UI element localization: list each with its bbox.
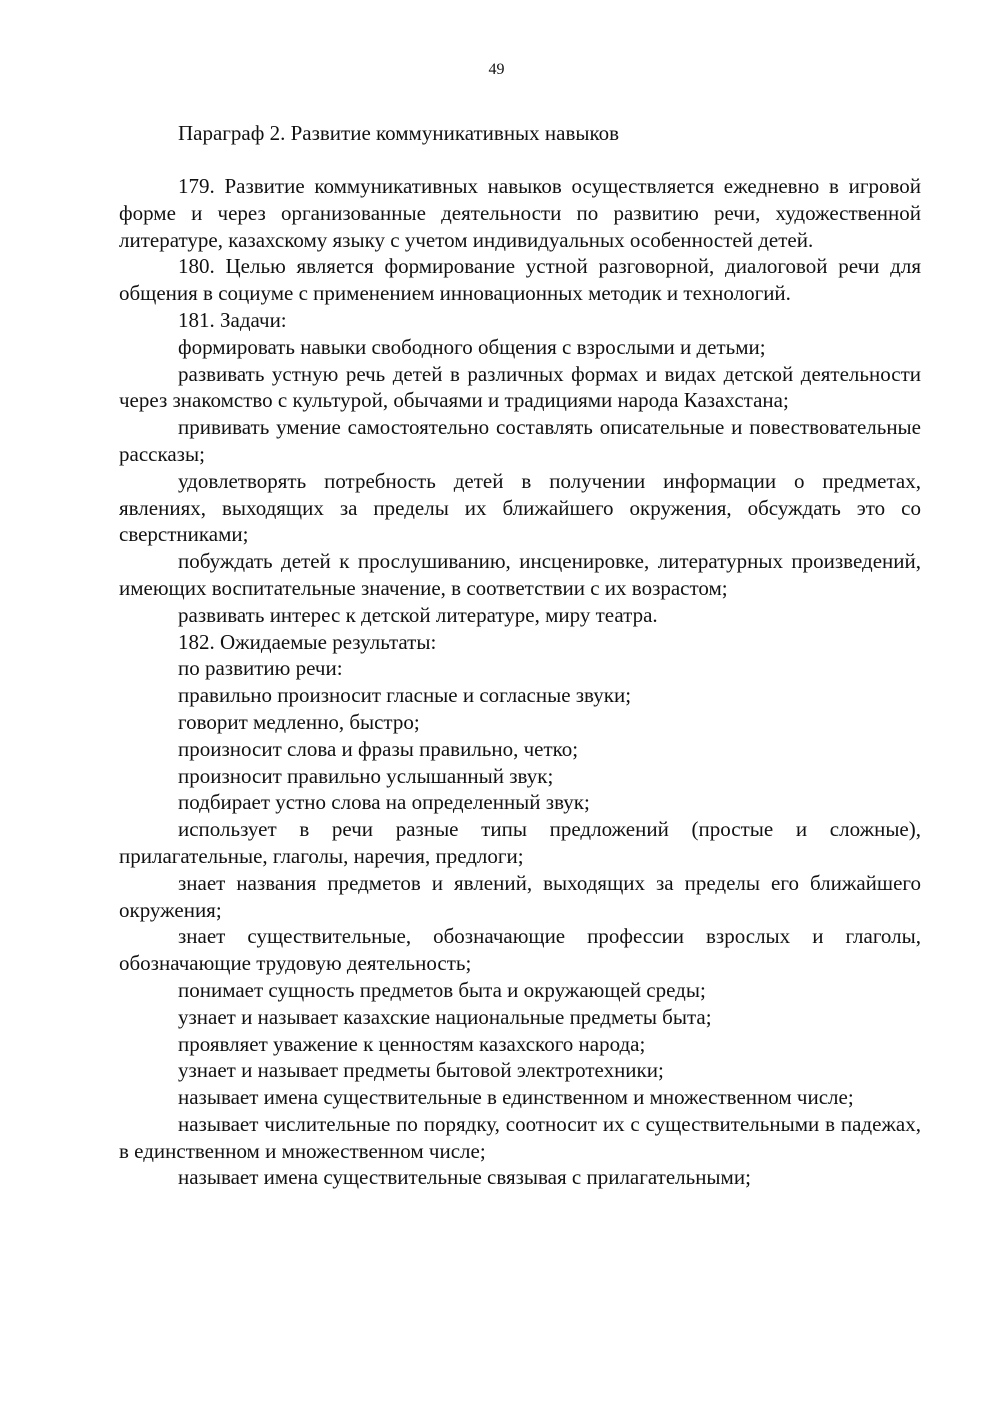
result-item: узнает и называет казахские национальные предметы быта; [178,1004,712,1029]
result-item: называет числительные по порядку, соотносит их с существительными в падежах, в единственном и множественном числе; [119,1111,921,1163]
result-item: подбирает устно слова на определенный звук; [178,790,590,815]
result-item: называет имена существительные в единственном и множественном числе; [178,1085,854,1110]
paragraph-181-tasks-heading: 181. Задачи: [178,307,287,332]
paragraph-179-intro: 179. Развитие коммуникативных навыков осуществляется ежедневно в игровой форме и через организованные деятельности по развитию речи, художественной литературе, казахскому языку с учетом индивидуальных особенностей детей. [119,174,921,252]
result-item: использует в речи разные типы предложений (простые и сложные), прилагательные, глаголы, наречия, предлоги; [119,817,921,868]
task-item: прививать умение самостоятельно составлять описательные и повествовательные рассказы; [119,415,921,466]
result-item: произносит правильно услышанный звук; [178,763,554,788]
result-item: узнает и называет предметы бытовой электротехники; [178,1058,664,1083]
result-item: правильно произносит гласные и согласные звуки; [178,683,632,708]
task-item: формировать навыки свободного общения с взрослыми и детьми; [178,334,766,359]
result-item: знает существительные, обозначающие профессии взрослых и глаголы, обозначающие трудовую деятельность; [119,924,921,976]
result-item: говорит медленно, быстро; [178,709,420,734]
task-item: побуждать детей к прослушиванию, инсценировке, литературных произведений, имеющих воспитательные значение, в соответствии с их возрастом; [119,549,921,600]
result-item: произносит слова и фразы правильно, четко; [178,736,579,761]
task-item: развивать устную речь детей в различных формах и видах детской деятельности через знакомство с культурой, обычаями и традициями народа Казахстана; [119,361,921,413]
result-item: знает названия предметов и явлений, выходящих за пределы его ближайшего окружения; [119,870,921,922]
task-item: развивать интерес к детской литературе, миру театра. [178,602,658,627]
task-item: удовлетворять потребность детей в получении информации о предметах, явлениях, выходящих за пределы их ближайшего окружения, обсуждать это со сверстниками; [119,468,921,547]
document-body [119,173,921,1191]
page-number: 49 [488,61,505,78]
paragraph-180-goal: 180. Целью является формирование устной разговорной, диалоговой речи для общения в социуме с применением инновационных методик и технологий. [119,254,921,306]
paragraph-182-results-heading: 182. Ожидаемые результаты: [178,629,437,654]
result-item: проявляет уважение к ценностям казахского народа; [178,1031,646,1056]
section-heading: Параграф 2. Развитие коммуникативных навыков [178,121,620,145]
results-subheading: по развитию речи: [178,656,343,681]
result-item: называет имена существительные связывая с прилагательными; [178,1165,751,1190]
result-item: понимает сущность предметов быта и окружающей среды; [178,977,706,1002]
